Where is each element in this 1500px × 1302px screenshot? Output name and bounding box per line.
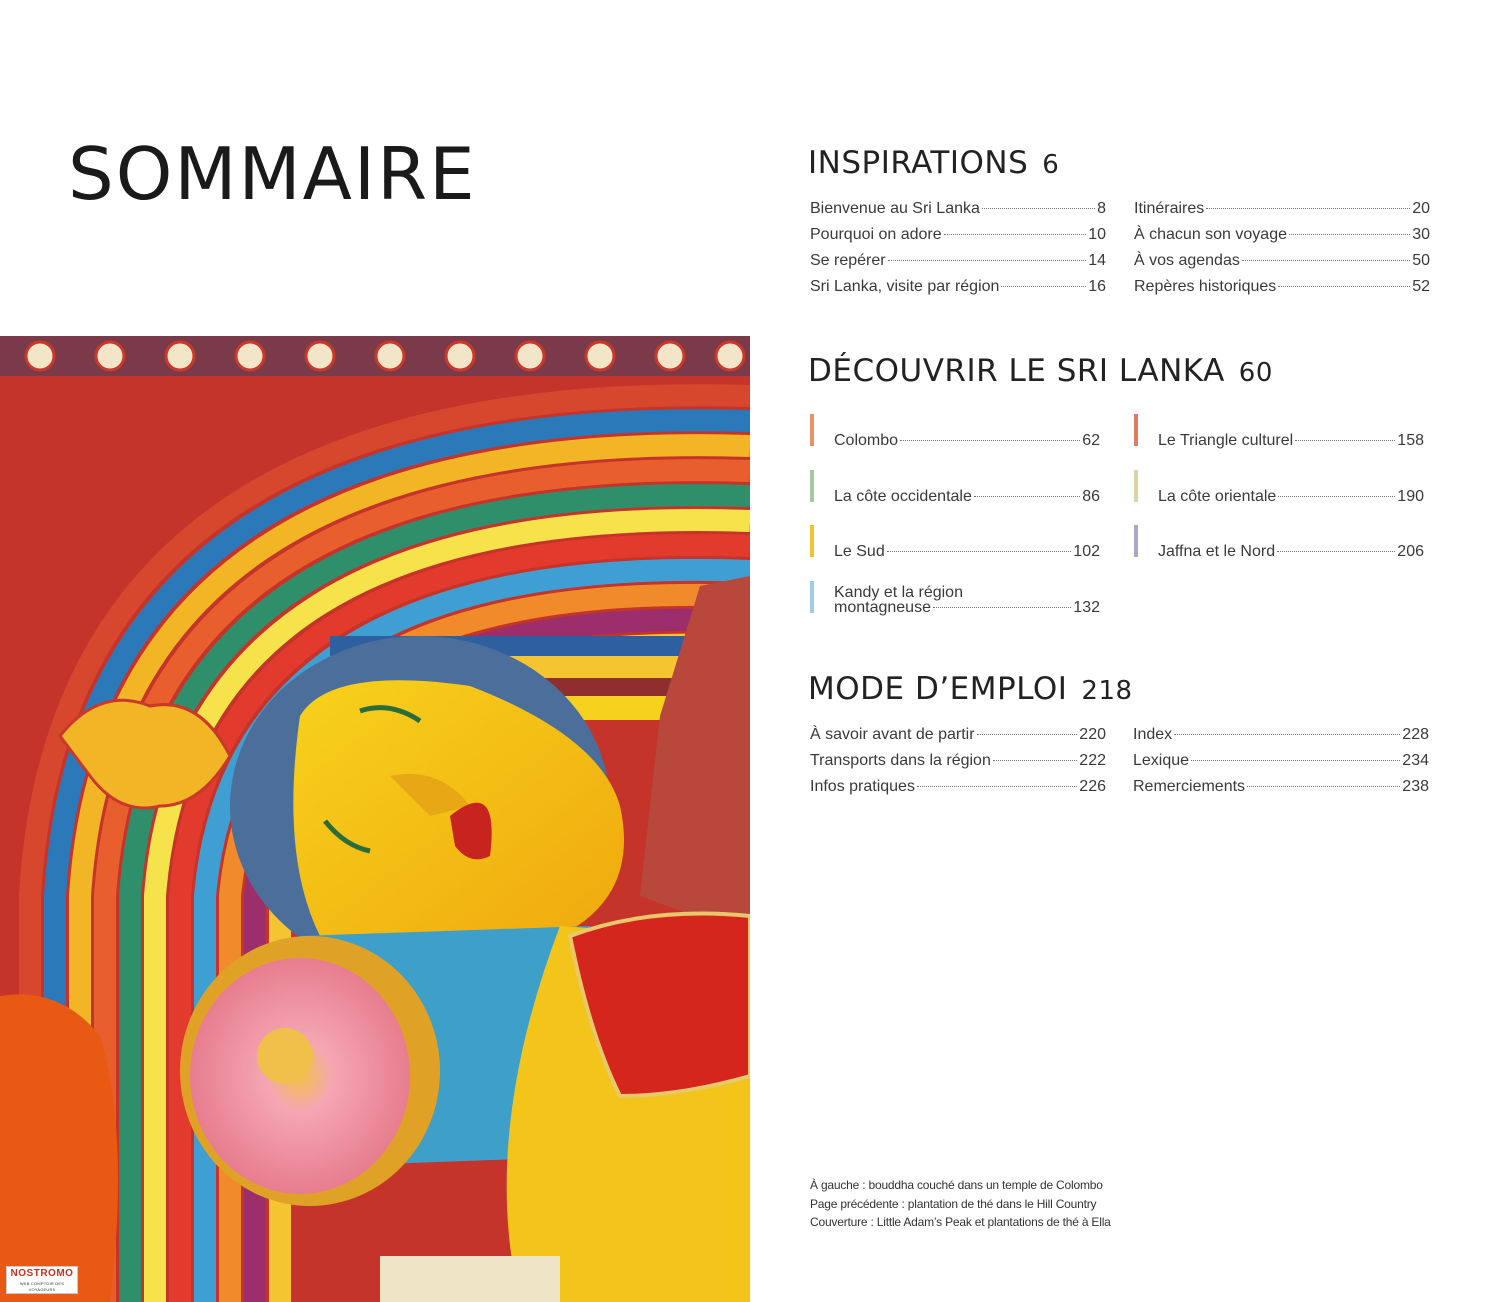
region-entry-jaffna[interactable]: Jaffna et le Nord 206 (1134, 525, 1424, 561)
toc-entry[interactable]: Se repérer 14 (810, 252, 1106, 269)
region-color-bar (1134, 470, 1138, 502)
credit-line: À gauche : bouddha couché dans un temple de Colombo (810, 1178, 1103, 1192)
credit-line: Page précédente : plantation de thé dans le Hill Country (810, 1196, 1097, 1211)
toc-entry[interactable]: Index 228 (1133, 726, 1429, 743)
region-color-bar (1134, 414, 1138, 446)
toc-entry[interactable]: À chacun son voyage 30 (1134, 226, 1430, 243)
region-color-bar (810, 470, 814, 502)
region-color-bar (810, 581, 814, 613)
toc-entry[interactable]: Infos pratiques 226 (810, 778, 1106, 795)
region-entry-colombo[interactable]: Colombo 62 (810, 414, 1100, 450)
region-entry-sud[interactable]: Le Sud 102 (810, 525, 1100, 561)
toc-entry[interactable]: Bienvenue au Sri Lanka 8 (810, 200, 1106, 217)
toc-entry[interactable]: À vos agendas 50 (1134, 252, 1430, 269)
toc-entry[interactable]: Pourquoi on adore 10 (810, 226, 1106, 243)
toc-entry[interactable]: Itinéraires 20 (1134, 200, 1430, 217)
nostromo-logo: NOSTROMO WEB COMPTOIR DES VOYAGEURS (6, 1266, 78, 1294)
region-entry-kandy[interactable]: Kandy et la région montagneuse 132 (810, 581, 1100, 617)
inspirations-right-column (1134, 200, 1430, 304)
section-decouvrir-heading: DÉCOUVRIR LE SRI LANKA 60 (808, 353, 1273, 389)
region-color-bar (810, 525, 814, 557)
toc-entry[interactable]: Remerciements 238 (1133, 778, 1429, 795)
section-inspirations-heading: INSPIRATIONS 6 (808, 145, 1060, 181)
toc-entry[interactable]: Transports dans la région 222 (810, 752, 1106, 769)
inspirations-left-column (810, 200, 1106, 304)
toc-entry[interactable]: Sri Lanka, visite par région 16 (810, 278, 1106, 295)
toc-entry[interactable]: À savoir avant de partir 220 (810, 726, 1106, 743)
mode-emploi-right-column (1133, 726, 1429, 804)
toc-entry[interactable]: Repères historiques 52 (1134, 278, 1430, 295)
page-title: SOMMAIRE (68, 132, 477, 216)
toc-entry[interactable]: Lexique 234 (1133, 752, 1429, 769)
region-entry-triangle-culturel[interactable]: Le Triangle culturel 158 (1134, 414, 1424, 450)
region-entry-cote-occidentale[interactable]: La côte occidentale 86 (810, 470, 1100, 506)
section-mode-emploi-heading: MODE D’EMPLOI 218 (808, 671, 1133, 707)
mode-emploi-left-column (810, 726, 1106, 804)
region-entry-cote-orientale[interactable]: La côte orientale 190 (1134, 470, 1424, 506)
region-color-bar (810, 414, 814, 446)
credit-line: Couverture : Little Adam’s Peak et plantations de thé à Ella (810, 1215, 1111, 1229)
buddha-photo (0, 336, 750, 1302)
region-color-bar (1134, 525, 1138, 557)
photo-credits (810, 1176, 1111, 1232)
